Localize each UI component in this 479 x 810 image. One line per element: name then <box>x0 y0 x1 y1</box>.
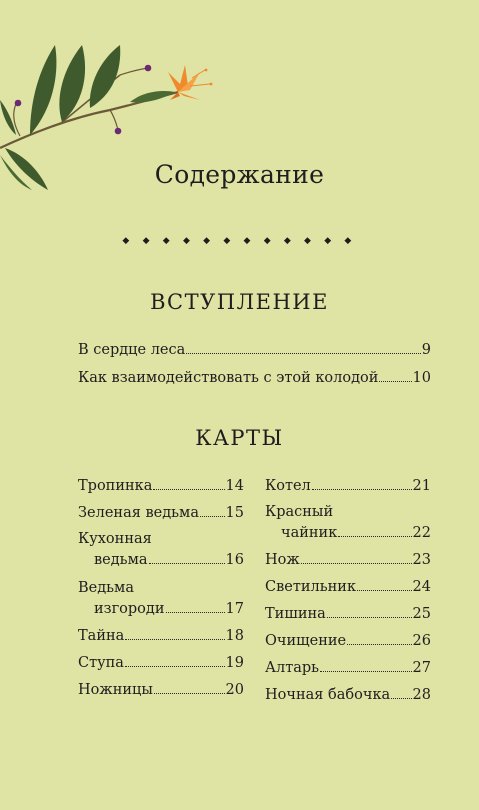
toc-entry-page: 25 <box>412 606 431 622</box>
toc-entry[interactable] <box>265 552 431 568</box>
toc-entry-label: Очищение <box>265 633 347 649</box>
toc-entry-page: 15 <box>225 505 244 521</box>
toc-entry-page: 18 <box>225 628 244 644</box>
toc-entry-label: Светильник <box>265 579 357 595</box>
toc-entry-label: чайник <box>281 525 338 541</box>
toc-entry[interactable] <box>78 682 244 698</box>
toc-entry[interactable] <box>78 342 431 358</box>
toc-entry-page: 24 <box>412 579 431 595</box>
dot-leader <box>186 353 421 354</box>
toc-entry-page: 22 <box>412 525 431 541</box>
toc-entry-label: Ступа <box>78 655 124 671</box>
toc-entry[interactable] <box>78 370 431 386</box>
dot-leader <box>125 639 224 640</box>
dot-leader <box>200 516 225 517</box>
toc-entry-page: 9 <box>421 342 431 358</box>
section-heading-cards: КАРТЫ <box>195 426 284 450</box>
toc-entry[interactable] <box>281 525 431 541</box>
toc-entry[interactable] <box>94 601 244 617</box>
toc-entry-label: Котел <box>265 478 311 494</box>
toc-entry[interactable] <box>265 633 431 649</box>
toc-entry[interactable] <box>78 655 244 671</box>
page-title: Содержание <box>154 160 325 189</box>
dot-leader <box>301 563 412 564</box>
toc-entry-page: 26 <box>412 633 431 649</box>
toc-entry-label: изгороди <box>94 601 165 617</box>
toc-entry[interactable] <box>265 687 431 703</box>
toc-entry-label: Зеленая ведьма <box>78 505 199 521</box>
dot-leader <box>154 693 225 694</box>
toc-entry-label: Тишина <box>265 606 326 622</box>
section-heading-intro: ВСТУПЛЕНИЕ <box>150 290 329 314</box>
dot-leader <box>357 590 412 591</box>
dot-leader <box>153 489 224 490</box>
dot-leader <box>379 381 411 382</box>
toc-entry[interactable] <box>265 478 431 494</box>
toc-entry-page: 17 <box>225 601 244 617</box>
toc-entry-page: 23 <box>412 552 431 568</box>
toc-entry-label: ведьма <box>94 552 148 568</box>
toc-entry[interactable] <box>265 660 431 676</box>
toc-entry-label: Ножницы <box>78 682 153 698</box>
toc-entry-page: 20 <box>225 682 244 698</box>
dot-leader <box>125 666 225 667</box>
toc-entry-label: В сердце леса <box>78 342 186 358</box>
toc-entry-label: Нож <box>265 552 300 568</box>
toc-entry-page: 10 <box>412 370 431 386</box>
toc-entry-label-line1: Красный <box>265 504 334 520</box>
toc-entry-label-line1: Кухонная <box>78 531 152 547</box>
toc-entry-label: Тропинка <box>78 478 153 494</box>
toc-entry-label: Алтарь <box>265 660 320 676</box>
toc-entry-page: 27 <box>412 660 431 676</box>
dot-leader <box>347 644 411 645</box>
toc-entry[interactable] <box>94 552 244 568</box>
toc-entry-page: 21 <box>412 478 431 494</box>
dot-leader <box>320 671 412 672</box>
toc-entry[interactable] <box>78 505 244 521</box>
dot-leader <box>338 536 411 537</box>
toc-entry-label-line1: Ведьма <box>78 580 134 596</box>
dot-leader <box>327 617 412 618</box>
dot-leader <box>312 489 412 490</box>
toc-entry[interactable] <box>265 579 431 595</box>
toc-entry[interactable] <box>265 606 431 622</box>
dot-leader <box>149 563 225 564</box>
toc-entry[interactable] <box>78 628 244 644</box>
toc-entry[interactable] <box>78 478 244 494</box>
dot-leader <box>391 698 411 699</box>
toc-entry-label: Как взаимодействовать с этой колодой <box>78 370 379 386</box>
dot-leader <box>166 612 225 613</box>
toc-entry-label: Ночная бабочка <box>265 687 391 703</box>
toc-entry-label: Тайна <box>78 628 125 644</box>
toc-entry-page: 28 <box>412 687 431 703</box>
toc-entry-page: 14 <box>225 478 244 494</box>
toc-entry-page: 16 <box>225 552 244 568</box>
toc-entry-page: 19 <box>225 655 244 671</box>
decorative-separator: ◆ ◆ ◆ ◆ ◆ ◆ ◆ ◆ ◆ ◆ ◆ ◆ <box>122 236 357 246</box>
